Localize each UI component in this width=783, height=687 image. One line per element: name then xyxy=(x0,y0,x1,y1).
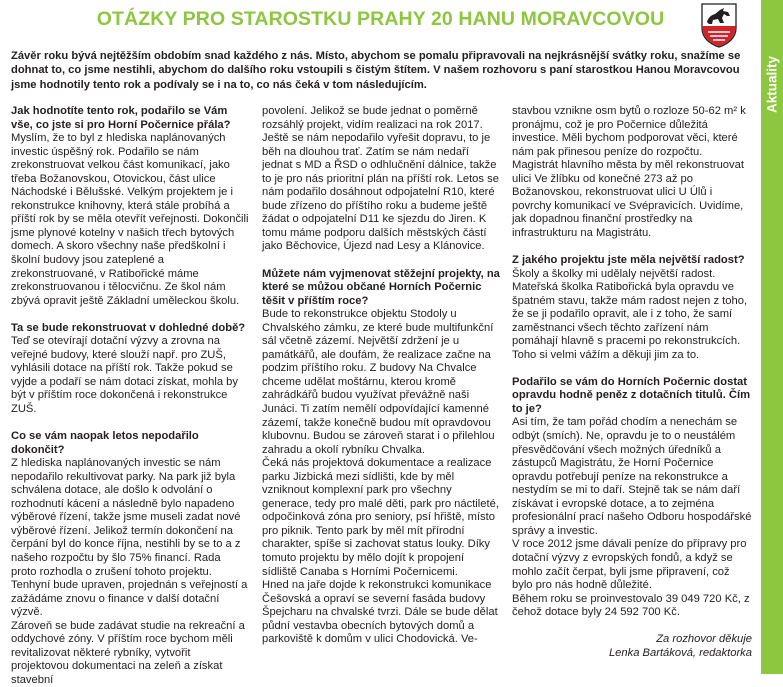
answer-4-part-1: Bude to rekonstrukce objektu Stodoly u Chvalského zámku, ze které bude multifunkční sál včetně zázemí. Největší zdržení je u památkářů, ale doufám, že realizace začne na podzim příštího roku. Z budovy Na Chvalce chceme udělat moštárnu, kterou kromě zahrádkářů budou využívat převážně naši Junáci. Ti zatím nemělí odpovídající kamenné zázemí, takže konečně budou mít opravdovou klubovnu. Budou se zároveň starat i o přilehlou zahradu a okolí rybníku Chvalka. xyxy=(262,308,495,456)
question-6: Podařilo se vám do Horních Počernic dostat opravdu hodně peněz z dotačních titulů. Čím to je? xyxy=(512,375,751,415)
answer-4-part-5: Magistrát hlavního města by měl rekonstruovat ulici Ve žlíbku od konečné 273 až po Božanovskou, rekonstruovat ulici U Úlů i povrchy komunikací ve Svépravicích. Uvidíme, jak dopadnou finanční prostředky na infrastrukturu na Magistrátu. xyxy=(512,159,744,239)
answer-4-part-4: stavbou vznikne osm bytů o rozloze 50-62 m² k pronájmu, což je pro Počernice důležitá investice. Měli bychom podporovat věci, které nám pak přinesou peníze do rozpočtu. xyxy=(512,105,746,158)
question-3: Co se vám naopak letos nepodařilo dokončit? xyxy=(11,430,199,456)
answer-3-part-4: Ještě se nám nepodařilo vyřešit dopravu, to je běh na dlouhou trať. Zatím se nám nedaří jednat s MD a ŘSD o odhlučnění dálnice, takže to je pro nás prioritní plán na příští rok. Letos se nám podařilo dosáhnout odpojatelní R10, které bude zřízeno do příštího roku a budeme ještě žádat o odpojatelní D11 ke sjezdu do Jiren. K tomu máme podporu dalších městských částí jako Běchovice, Újezd nad Lesy a Klánovice. xyxy=(262,132,499,253)
article-intro: Závěr roku bývá nejtěžším obdobím snad každého z nás. Místo, abychom se pomalu připravovali na nejkrásnější svátky roku, snažíme se dohnat to, co jsme nestihli, abychom do dalšího roku vstoupili s čistým štítem. V našem rozhovoru s paní starostkou Hanou Moravcovou jsme hodnotily tento rok a podívaly se i na to, co nás čeká v tom následujícím. xyxy=(11,50,741,91)
column-2 xyxy=(262,105,500,647)
horse-crest-icon xyxy=(700,2,738,48)
answer-3-part-3: povolení. Jelikož se bude jednat o poměrně rozsáhlý projekt, vidím realizaci na rok 2017. xyxy=(262,105,483,131)
answer-6-part-2: V roce 2012 jsme dávali peníze do přípravy pro dotační výzvy z evropských fondů, a když se mohlo začít čerpat, byli jsme připravení, což bylo pro nás hodně důležité. xyxy=(512,538,747,592)
question-2: Ta se bude rekonstruovat v dohledné době? xyxy=(11,321,246,334)
column-1 xyxy=(11,105,249,687)
signature-line-2: Lenka Bartáková, redaktorka xyxy=(608,646,752,659)
question-1: Jak hodnotíte tento rok, podařilo se Vám vše, co jste si pro Horní Počernice přála? xyxy=(11,105,231,131)
answer-3-part-1: Z hlediska naplánovaných investic se nám nepodařilo rekultivovat parky. Na park již byla schválena dotace, ale došlo k odvolání o rozhodnutí kácení a následně bylo napadeno výběrové řízení, takže jsme museli zadat nové výběrové řízení. Jelikož termín dokončení na čerpání byl do konce října, nestihli by se to a z našeho rozpočtu by šlo 75% financí. Rada proto rozhodla o zrušení tohoto projektu. Tenhyní bude upraven, projednán s veřejností a zažádáme znovu o finance v další dotační výzvě. xyxy=(11,457,248,619)
answer-5: Školy a školky mi udělaly největší radost. Mateřská školka Ratibořická byla opravdu ve špatném stavu, takže mám radost nejen z toho, že se ji podařilo opravit, ale i z toho, že samí zaměstnanci všech těchto zařízení nám pomáhají hlavně s pracemi po rekonstrukcích. Toho si velmi vážím a děkuji jim za to. xyxy=(512,267,748,361)
column-3 xyxy=(512,105,752,660)
question-5: Z jakého projektu jste měla největší radost? xyxy=(512,253,745,266)
answer-4-part-3: Hned na jaře dojde k rekonstrukci komunikace Češovská a opraví se severní fasáda budovy Špejcharu na chvalské tvrzi. Dále se bude dělat půdní vestavba obecních bytových domů a parkoviště k domům v ulici Chodovická. Ve- xyxy=(262,579,498,646)
answer-6-part-1: Asi tím, že tam pořád chodím a nenechám se odbýt (smích). Ne, opravdu je to o neustálém přesvědčování všech možných úředníků a zástupců Magistrátu, že Horní Počernice opravdu potřebují peníze na rekonstrukce a nestydím se mi to daří. Stejně tak se nám daří získávat i evropské dotace, a to zejména profesionální prací našeho Odboru hospodářské správy a investic. xyxy=(512,416,752,537)
answer-6-part-3: Během roku se proinvestovalo 39 049 720 Kč, z čehož dotace byly 24 592 700 Kč. xyxy=(512,592,750,619)
answer-1: Myslím, že to byl z hlediska naplánovaných investic úspěšný rok. Podařilo se nám zrekonstruovat velkou část komunikací, jako třeba Božanovskou, Otovickou, část ulice Náchodské i Bělušské. Velkým projektem je i rekonstrukce knihovny, která stále probíhá a příští rok by se měla otevřít veřejnosti. Dokončili jsme plynové kotelny v našich třech bytových domech. A skoro všechny naše předškolní i školní budovy jsou zateplené a zrekonstruované, v Ratibořické máme zrekonstruovanou i tělocvičnu. Ze škol nám zbývá opravit ještě Základní uměleckou školu. xyxy=(11,132,249,307)
section-label: Aktuality xyxy=(764,55,780,113)
answer-2: Teď se otevírají dotační výzvy a zrovna na veřejné budovy, které slouží např. pro ZUŠ, vyhlásili dotace na příští rok. Takže pokud se vyjde a podaří se nám dotaci získat, mohla by být v příštím roce dokončená i rekonstrukce ZUŠ. xyxy=(11,335,238,415)
question-4: Můžete nám vyjmenovat stěžejní projekty, na které se můžou občané Horních Počernic těšit v příštím roce? xyxy=(262,267,500,307)
answer-4-part-2: Čeká nás projektová dokumentace a realizace parku Jizbická mezi sídlišti, kde by měl vzniknout komplexní park pro všechny generace, tedy pro malé děti, park pro náctileté, odpočinková zóna pro seniory, psí hřiště, místo pro piknik. Tento park by měl mít přírodní charakter, spíše si zachovat status louky. Díky tomuto projektu by mělo dojít k propojení sídliště Canaba s Horními Počernicemi. xyxy=(262,457,499,578)
answer-3-part-2: Zároveň se bude zadávat studie na rekreační a oddychové zóny. V příštím roce bychom měli revitalizovat některé rybníky, vytvořit projektovou dokumentaci na zeleň a získat stavební xyxy=(11,619,245,686)
article-title: OTÁZKY PRO STAROSTKU PRAHY 20 HANU MORAVCOVOU xyxy=(96,8,665,30)
signature-line-1: Za rozhovor děkuje xyxy=(656,633,752,646)
